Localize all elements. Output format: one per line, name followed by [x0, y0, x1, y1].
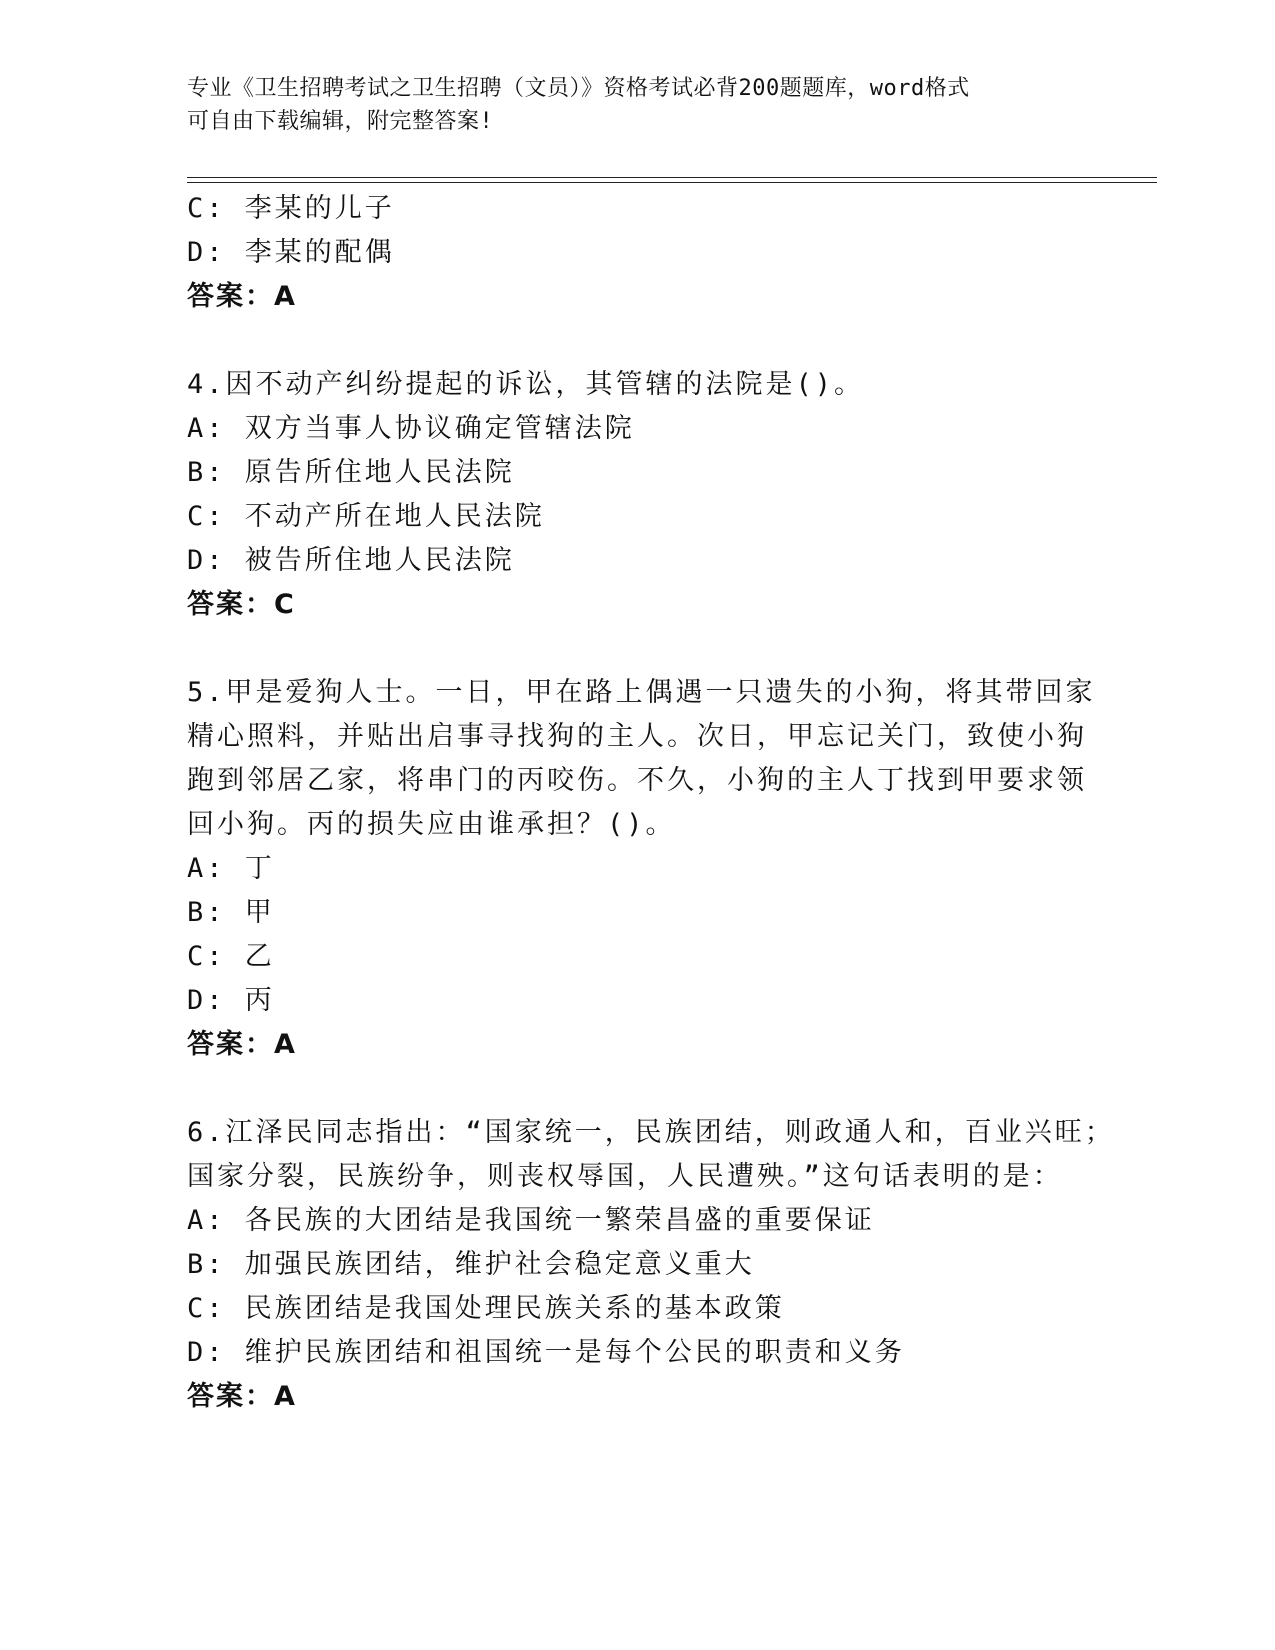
q5-option-d: D: 丙 [187, 985, 275, 1016]
document-header [187, 72, 1077, 138]
q3-answer: 答案：A [187, 281, 297, 312]
q4-answer: 答案：C [187, 589, 296, 620]
q6-option-a: A: 各民族的大团结是我国统一繁荣昌盛的重要保证 [187, 1205, 875, 1236]
q6-option-d: D: 维护民族团结和祖国统一是每个公民的职责和义务 [187, 1337, 905, 1368]
q3-option-d: D: 李某的配偶 [187, 237, 395, 268]
q5-stem-line-4: 回小狗。丙的损失应由谁承担？()。 [187, 809, 676, 840]
header-divider-top [187, 177, 1157, 178]
header-divider-bottom [187, 182, 1157, 183]
q6-answer: 答案：A [187, 1381, 297, 1412]
q5-option-c: C: 乙 [187, 941, 275, 972]
q6-stem-line-1: 6.江泽民同志指出：“国家统一，民族团结，则政通人和，百业兴旺； [187, 1117, 1115, 1148]
q5-answer: 答案：A [187, 1029, 297, 1060]
q3-option-c: C: 李某的儿子 [187, 193, 395, 224]
q5-stem-line-3: 跑到邻居乙家，将串门的丙咬伤。不久，小狗的主人丁找到甲要求领 [187, 765, 1087, 796]
header-line-2: 可自由下载编辑，附完整答案! [187, 109, 494, 134]
q6-stem-line-2: 国家分裂，民族纷争，则丧权辱国，人民遭殃。”这句话表明的是： [187, 1161, 1063, 1192]
q5-stem-line-1: 5.甲是爱狗人士。一日，甲在路上偶遇一只遗失的小狗，将其带回家 [187, 677, 1096, 708]
q4-stem-line-1: 4.因不动产纠纷提起的诉讼，其管辖的法院是()。 [187, 369, 865, 400]
q6-option-b: B: 加强民族团结，维护社会稳定意义重大 [187, 1249, 755, 1280]
q5-option-a: A: 丁 [187, 853, 275, 884]
q4-option-a: A: 双方当事人协议确定管辖法院 [187, 413, 635, 444]
q5-option-b: B: 甲 [187, 897, 275, 928]
q4-option-c: C: 不动产所在地人民法院 [187, 501, 545, 532]
q4-option-d: D: 被告所住地人民法院 [187, 545, 515, 576]
header-line-1: 专业《卫生招聘考试之卫生招聘（文员）》资格考试必背200题题库，word格式 [187, 76, 970, 101]
q6-option-c: C: 民族团结是我国处理民族关系的基本政策 [187, 1293, 785, 1324]
q5-stem-line-2: 精心照料，并贴出启事寻找狗的主人。次日，甲忘记关门，致使小狗 [187, 721, 1087, 752]
q4-option-b: B: 原告所住地人民法院 [187, 457, 515, 488]
